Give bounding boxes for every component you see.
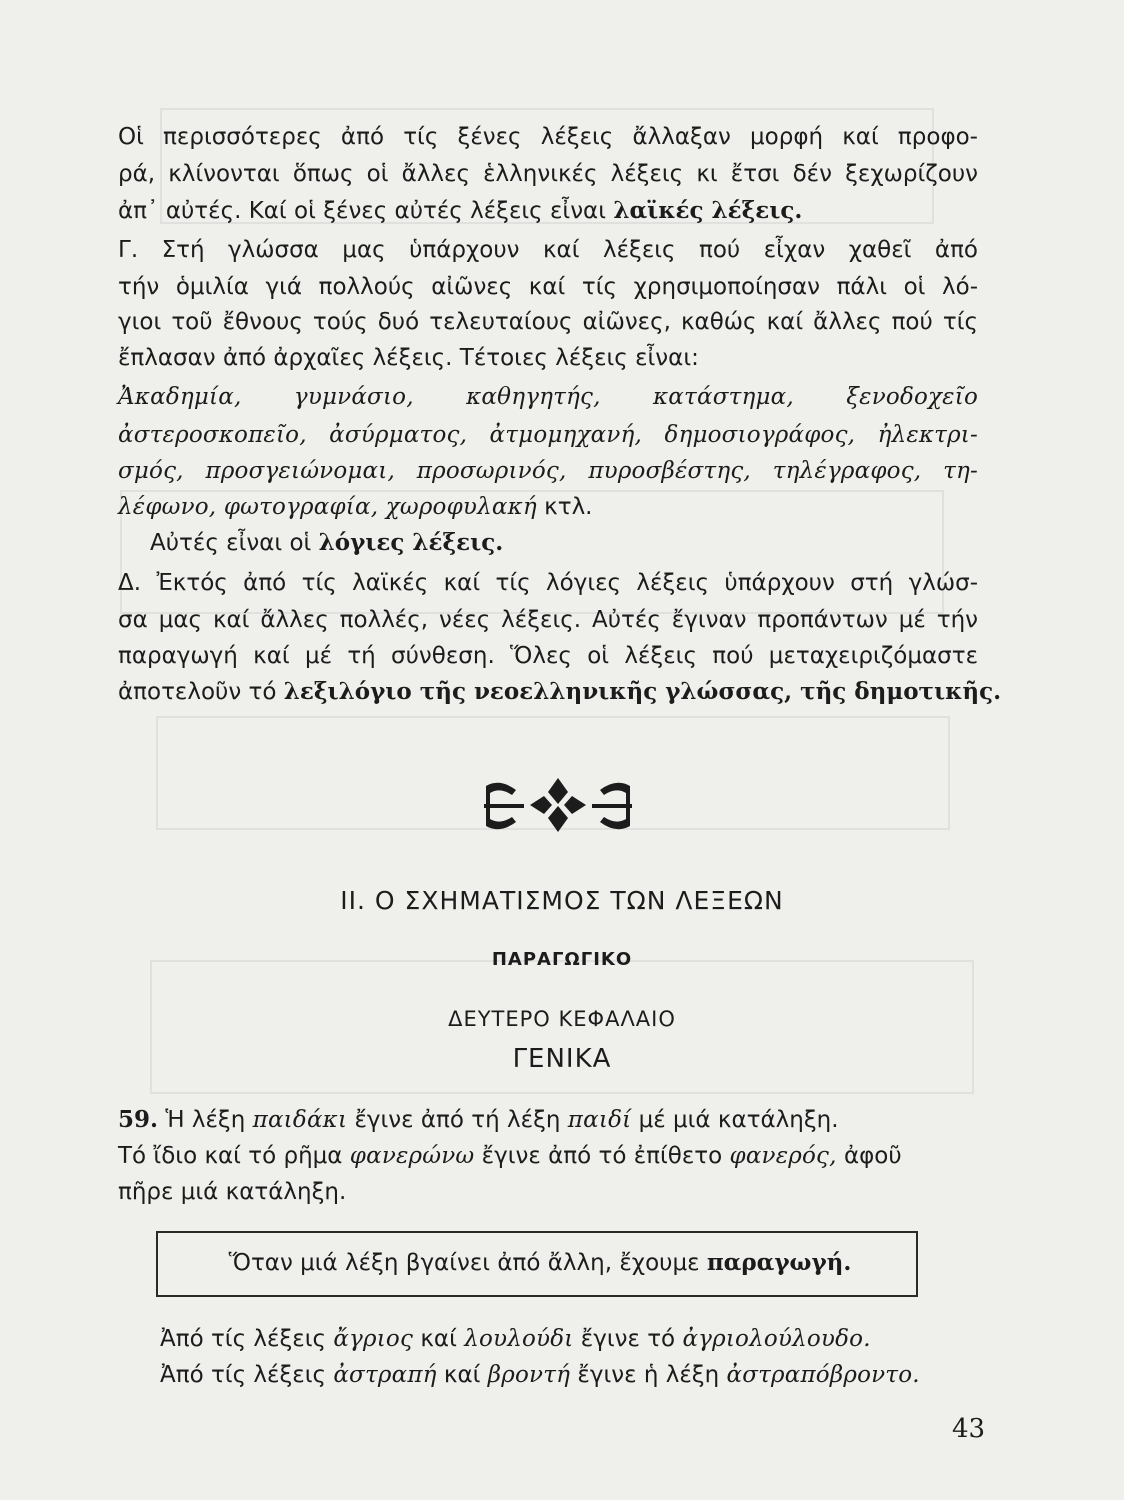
text-segment: μέ μιά κατάληξη. <box>631 1107 839 1133</box>
paragraph-foreign-words-line-1: Οἱ περισσότερες ἀπό τίς ξένες λέξεις ἄλλαξαν μορφή καί προφο- <box>118 124 978 150</box>
paragraph-gamma-line-3: γιοι τοῦ ἔθνους τούς δυό τελευταίους αἰῶνες, καθώς καί ἄλλες πού τίς <box>118 309 978 335</box>
learned-words-tail: λέφωνο, φωτογραφία, χωροφυλακή <box>118 494 537 520</box>
example-word: ἄγριος <box>333 1326 414 1352</box>
example-word: ἀγριολούλουδο. <box>682 1326 871 1352</box>
text-segment: ἔγινε ἡ λέξη <box>570 1362 727 1388</box>
paragraph-foreign-words-line-2: ρά, κλίνονται ὅπως οἱ ἄλλες ἑλληνικές λέξεις κι ἔτσι δέν ξεχωρίζουν <box>118 161 978 187</box>
learned-words-summary <box>150 527 1010 559</box>
text-segment: ἔγινε ἀπό τό ἐπίθετο <box>474 1143 730 1169</box>
chapter-title: ΔΕΥΤΕΡΟ ΚΕΦΑΛΑΙΟ <box>448 1007 676 1031</box>
paragraph-59-line-2 <box>118 1140 978 1172</box>
text-segment: καί <box>436 1362 488 1388</box>
example-word: φανερός, <box>729 1143 837 1169</box>
example-line-2 <box>160 1359 1020 1391</box>
learned-words-line-1: Ἀκαδημία, γυμνάσιο, καθηγητής, κατάστημα, ξενοδοχεῖο <box>118 384 978 410</box>
section-title: II. Ο ΣΧΗΜΑΤΙΣΜΟΣ ΤΩΝ ΛΕΞΕΩΝ <box>340 886 784 915</box>
paragraph-gamma-line-1: Γ. Στή γλώσσα μας ὑπάρχουν καί λέξεις πού εἶχαν χαθεῖ ἀπό <box>118 237 978 263</box>
example-word: παιδί <box>567 1107 632 1133</box>
text-segment: Τό ἴδιο καί τό ρῆμα <box>118 1143 350 1169</box>
text-segment: ἔγινε ἀπό τή λέξη <box>347 1107 568 1133</box>
example-word: παιδάκι <box>252 1107 348 1133</box>
paragraph-delta-line-2: σα μας καί ἄλλες πολλές, νέες λέξεις. Αὐτές ἔγιναν προπάντων μέ τήν <box>118 607 978 633</box>
text-segment: ἀποτελοῦν τό <box>118 679 284 705</box>
example-line-1 <box>160 1323 1020 1355</box>
term-modern-greek-vocabulary: λεξιλόγιο τῆς νεοελληνικῆς γλώσσας, τῆς δημοτικῆς. <box>283 678 1002 705</box>
paragraph-gamma-line-2: τήν ὁμιλία γιά πολλούς αἰῶνες καί τίς χρησιμοποίησαν πάλι οἱ λό- <box>118 274 978 300</box>
text-segment: Ἀπό τίς λέξεις <box>160 1326 334 1352</box>
text-segment: Ἡ λέξη <box>158 1107 253 1133</box>
definition-text <box>170 1247 910 1279</box>
term-derivation: παραγωγή. <box>706 1249 852 1276</box>
text-segment: ἀπ᾿ αὐτές. Καί οἱ ξένες αὐτές λέξεις εἶναι <box>118 198 614 224</box>
page-number: 43 <box>952 1414 986 1444</box>
paragraph-delta-line-1: Δ. Ἐκτός ἀπό τίς λαϊκές καί τίς λόγιες λέξεις ὑπάρχουν στή γλώσ- <box>118 570 978 596</box>
term-popular-words: λαϊκές λέξεις. <box>613 197 803 224</box>
text-segment: καί <box>413 1326 465 1352</box>
term-learned-words: λόγιες λέξεις. <box>318 529 504 556</box>
example-word: βροντή <box>487 1362 571 1388</box>
text-segment: Αὐτές εἶναι οἱ <box>150 530 319 556</box>
example-word: λουλούδι <box>464 1326 574 1352</box>
text-segment: Ἀπό τίς λέξεις <box>160 1362 334 1388</box>
example-word: ἀστραπόβροντο. <box>726 1362 920 1388</box>
decorative-ornament-icon <box>480 774 636 836</box>
paragraph-foreign-words-line-3 <box>118 195 978 227</box>
learned-words-line-4 <box>118 491 978 523</box>
paragraph-delta-line-4 <box>118 676 1002 708</box>
paragraph-number: 59. <box>118 1106 159 1133</box>
text-segment: Ὅταν μιά λέξη βγαίνει ἀπό ἄλλη, ἔχουμε <box>228 1250 707 1276</box>
paragraph-59-line-1 <box>118 1104 978 1136</box>
text-segment: ἔγινε τό <box>573 1326 683 1352</box>
subsection-title: ΠΑΡΑΓΩΓΙΚΟ <box>491 949 633 970</box>
example-word: ἀστραπή <box>333 1362 437 1388</box>
paragraph-delta-line-3: παραγωγή καί μέ τή σύνθεση. Ὅλες οἱ λέξεις πού μεταχειριζόμαστε <box>118 643 978 669</box>
paragraph-gamma-line-4: ἔπλασαν ἀπό ἀρχαῖες λέξεις. Τέτοιες λέξεις εἶναι: <box>118 345 699 371</box>
learned-words-line-3: σμός, προσγειώνομαι, προσωρινός, πυροσβέστης, τηλέγραφος, τη- <box>118 458 978 484</box>
text-segment: ἀφοῦ <box>836 1143 902 1169</box>
text-segment: κτλ. <box>536 494 593 520</box>
learned-words-line-2: ἀστεροσκοπεῖο, ἀσύρματος, ἀτμομηχανή, δημοσιογράφος, ἠλεκτρι- <box>118 422 978 448</box>
chapter-subtitle: ΓΕΝΙΚΑ <box>512 1044 612 1074</box>
paragraph-59-line-3: πῆρε μιά κατάληξη. <box>118 1179 347 1205</box>
example-word: φανερώνω <box>349 1143 475 1169</box>
